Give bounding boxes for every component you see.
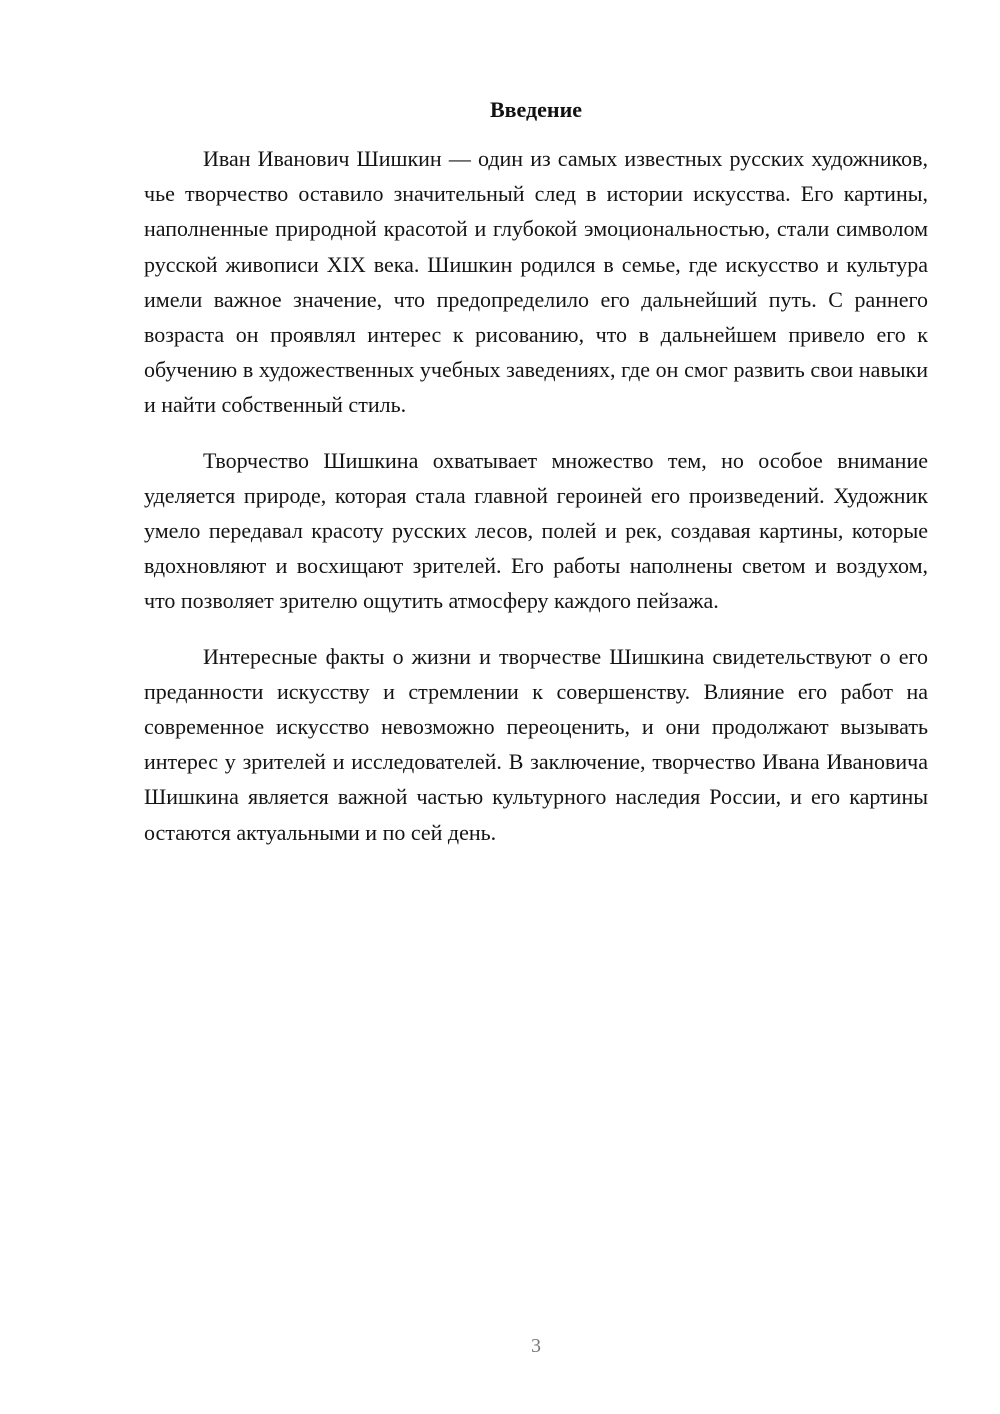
paragraph-nature: Творчество Шишкина охватывает множество тем, но особое внимание уделяется природе, которая стала главной героиней его произведений. Художник умело передавал красоту русских лесов, полей и рек, создавая картины, которые вдохновляют и восхищают зрителей. Его работы наполнены светом и воздухом, что позволяет зрителю ощутить атмосферу каждого пейзажа. <box>144 447 928 614</box>
paragraph-intro: Иван Иванович Шишкин — один из самых известных русских художников, чье творчество оставило значительный след в истории искусства. Его картины, наполненные природной красотой и глубокой эмоциональностью, стали символом русской живописи XIX века. Шишкин родился в семье, где искусство и культура имели важное значение, что предопределило его дальнейший путь. С раннего возраста он проявлял интерес к рисованию, что в дальнейшем привело его к обучению в художественных учебных заведениях, где он смог развить свои навыки и найти собственный стиль. <box>144 146 928 418</box>
paragraph-facts: Интересные факты о жизни и творчестве Шишкина свидетельствуют о его преданности искусству и стремлении к совершенству. Влияние его работ на современное искусство невозможно переоценить, и они продолжают вызывать интерес у зрителей и исследователей. В заключение, творчество Ивана Ивановича Шишкина является важной частью культурного наследия России, и его картины остаются актуальными и по сей день. <box>144 643 928 845</box>
section-heading: Введение <box>489 97 583 122</box>
page-number: 3 <box>531 1335 541 1357</box>
page-content <box>144 92 928 870</box>
